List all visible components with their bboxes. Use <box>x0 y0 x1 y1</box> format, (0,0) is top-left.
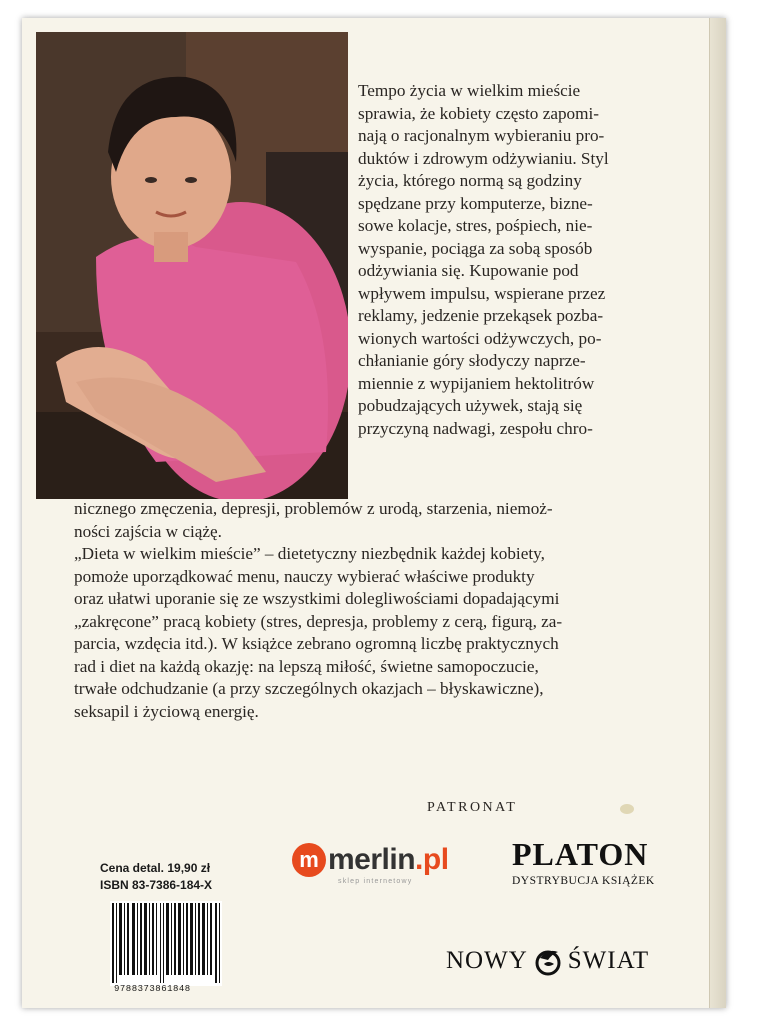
platon-logo: PLATON <box>512 836 649 872</box>
blurb-line: nicznego zmęczenia, depresji, problemów z urodą, starzenia, niemoż- <box>74 499 553 518</box>
blurb-line: sprawia, że kobiety często zapomi- <box>358 103 600 123</box>
blurb-line: „zakręcone” pracą kobiety (stres, depresja, problemy z cerą, figurą, za- <box>74 611 563 631</box>
blurb-line: przyczyną nadwagi, zespołu chro- <box>358 418 593 438</box>
barcode-icon <box>110 901 222 986</box>
blurb-line: nają o racjonalnym wybieraniu pro- <box>358 126 605 145</box>
blurb-bottom <box>74 498 688 723</box>
blurb-line: oraz ułatwi uporanie się ze wszystkimi dolegliwościami dopadającymi <box>74 589 560 608</box>
paper-stain <box>620 804 634 814</box>
blurb-line: ności zajścia w ciążę. <box>74 521 222 541</box>
merlin-tld: .pl <box>415 843 449 876</box>
blurb-line: wyspanie, pociąga za sobą sposób <box>358 238 593 258</box>
blurb-line: chłanianie góry słodyczy naprze- <box>358 351 586 370</box>
blurb-line: pobudzających używek, stają się <box>358 396 583 415</box>
blurb-line: wpływem impulsu, wspierane przez <box>358 283 606 303</box>
retail-price: Cena detal. 19,90 zł <box>100 861 211 875</box>
patronat-label: PATRONAT <box>427 800 518 815</box>
book-back-cover <box>22 18 726 1008</box>
blurb-line: spędzane przy komputerze, bizne- <box>358 193 593 213</box>
publisher-right: ŚWIAT <box>567 947 650 974</box>
blurb-line: pomoże uporządkować menu, nauczy wybierać właściwe produkty <box>74 566 535 586</box>
merlin-brand: merlin <box>328 843 416 876</box>
merlin-subtitle: sklep internetowy <box>338 878 413 885</box>
merlin-wordmark <box>328 843 449 877</box>
blurb-line: Tempo życia w wielkim mieście <box>358 81 581 100</box>
blurb-line: reklamy, jedzenie przekąsek pozba- <box>358 306 604 325</box>
nowy-swiat-logo-icon <box>534 946 562 976</box>
publisher-logo <box>446 946 649 976</box>
blurb-line: trwałe odchudzanie (a przy szczególnych okazjach – błyskawiczne), <box>74 679 544 698</box>
platon-subtitle: DYSTRYBUCJA KSIĄŻEK <box>512 875 655 887</box>
merlin-logo <box>292 840 449 880</box>
blurb-top <box>358 80 688 440</box>
merlin-circle-icon: m <box>292 843 326 877</box>
blurb-line: wionych wartości odżywczych, po- <box>358 328 602 348</box>
barcode-number: 9788373861848 <box>114 984 191 994</box>
blurb-line: miennie z wypijaniem hektolitrów <box>358 373 595 393</box>
book-page-edge <box>709 18 726 1008</box>
blurb-line: odżywiania się. Kupowanie pod <box>358 261 579 280</box>
author-photo <box>36 32 348 499</box>
isbn: ISBN 83-7386-184-X <box>100 878 213 892</box>
blurb-line: życia, którego normą są godziny <box>358 171 582 190</box>
blurb-line: rad i diet na każdą okazję: na lepszą miłość, świetne samopoczucie, <box>74 656 539 676</box>
blurb-line: duktów i zdrowym odżywianiu. Styl <box>358 148 609 168</box>
blurb-line: parcia, wzdęcia itd.). W książce zebrano ogromną liczbę praktycznych <box>74 634 559 653</box>
blurb-line: „Dieta w wielkim mieście” – dietetyczny niezbędnik każdej kobiety, <box>74 544 545 563</box>
blurb-line: seksapil i życiową energię. <box>74 701 259 721</box>
blurb-line: sowe kolacje, stres, pośpiech, nie- <box>358 216 593 235</box>
price-block <box>100 860 212 894</box>
publisher-left: NOWY <box>446 947 528 974</box>
